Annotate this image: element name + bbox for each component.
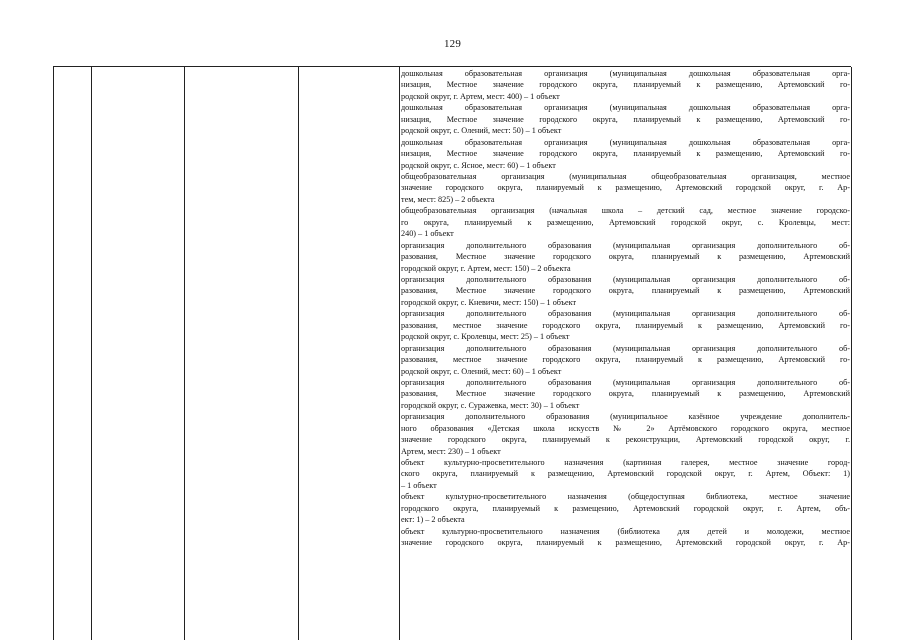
text-line: разования, Местное значение городского округа, планируемый к размещению, Артемовский [401,252,850,262]
text-line: разования, местное значение городского округа, планируемый к размещению, Артемовский го- [401,355,850,365]
text-line: низация, Местное значение городского округа, планируемый к размещению, Артемовский го- [401,114,850,124]
column-divider [399,67,400,640]
document-table [53,66,851,640]
text-line: дошкольная образовательная организация (муниципальная дошкольная образовательная орга- [401,137,850,147]
column-divider [184,67,185,640]
text-line: объект культурно-просветительного назначения (библиотека для детей и молодежи, местное [401,526,850,536]
text-line: – 1 объект [401,480,437,490]
text-line: родской округ, с. Кролевцы, мест: 25) – 1 объект [401,332,570,342]
text-line: родской округ, с. Ясное, мест: 60) – 1 объект [401,160,556,170]
text-line: общеобразовательная организация (начальная школа – детский сад, местное значение городско- [401,206,850,216]
column-divider [298,67,299,640]
text-line: родской округ, с. Олений, мест: 60) – 1 объект [401,366,562,376]
text-line: городского округа, планируемый к размещению, Артемовский городской округ, г. Артем, объ- [401,503,850,513]
text-line: низация, Местное значение городского округа, планируемый к размещению, Артемовский го- [401,149,850,159]
text-line: организация дополнительного образования (муниципальная организация дополнительного об- [401,343,850,353]
page-number: 129 [443,38,462,50]
text-line: городской округ, с. Кневичи, мест: 150) – 1 объект [401,297,577,307]
text-line: объект культурно-просветительного назначения (картинная галерея, местное значение город- [401,458,850,468]
text-line: разования, Местное значение городского округа, планируемый к размещению, Артемовский [401,286,850,296]
text-line: родской округ, г. Артем, мест: 400) – 1 объект [401,91,560,101]
text-line: Артем, мест: 230) – 1 объект [401,446,501,456]
text-line: ского округа, планируемый к размещению, Артемовский городской округ, г. Артем, Объект: 1) [401,469,850,479]
text-line: ного образования «Детская школа искусств № 2» Артёмовского городского округа, местное [401,423,850,433]
text-line: организация дополнительного образования (муниципальная организация дополнительного об- [401,240,850,250]
text-line: дошкольная образовательная организация (муниципальная дошкольная образовательная орга- [401,103,850,113]
text-line: организация дополнительного образования (муниципальное казённое учреждение дополнитель- [401,412,850,422]
text-line: дошкольная образовательная организация (муниципальная дошкольная образовательная орга- [401,69,850,78]
text-line: объект культурно-просветительного назначения (общедоступная библиотека, местное значение [401,492,850,502]
text-line: значение городского округа, планируемый к реконструкции, Артемовский городской округ, г. [401,435,850,445]
text-line: общеобразовательная организация (муниципальная общеобразовательная организация, местное [401,171,850,181]
column-divider [91,67,92,640]
text-line: го округа, планируемый к размещению, Артемовский городской округ, с. Кролевцы, мест: [401,217,850,227]
text-line: организация дополнительного образования (муниципальная организация дополнительного об- [401,377,850,387]
table-right-border [851,67,852,640]
text-line: городской округ, с. Суражевка, мест: 30) – 1 объект [401,400,580,410]
table-text-cell [401,68,850,549]
text-line: городской округ, г. Артем, мест: 150) – 2 объекта [401,263,571,273]
text-line: значение городского округа, планируемый к размещению, Артемовский городской округ, г. Ар- [401,183,850,193]
text-line: низация, Местное значение городского округа, планируемый к размещению, Артемовский го- [401,80,850,90]
text-line: 240) – 1 объект [401,229,454,239]
text-line: значение городского округа, планируемый к размещению, Артемовский городской округ, г. Ар- [401,538,850,548]
text-line: организация дополнительного образования (муниципальная организация дополнительного об- [401,309,850,319]
text-line: разования, Местное значение городского округа, планируемый к размещению, Артемовский [401,389,850,399]
text-line: разования, местное значение городского округа, планируемый к размещению, Артемовский го- [401,320,850,330]
text-line: тем, мест: 825) – 2 объекта [401,194,495,204]
text-line: родской округ, с. Олений, мест: 50) – 1 объект [401,126,562,136]
text-line: ект: 1) – 2 объекта [401,515,465,525]
text-line: организация дополнительного образования (муниципальная организация дополнительного об- [401,274,850,284]
